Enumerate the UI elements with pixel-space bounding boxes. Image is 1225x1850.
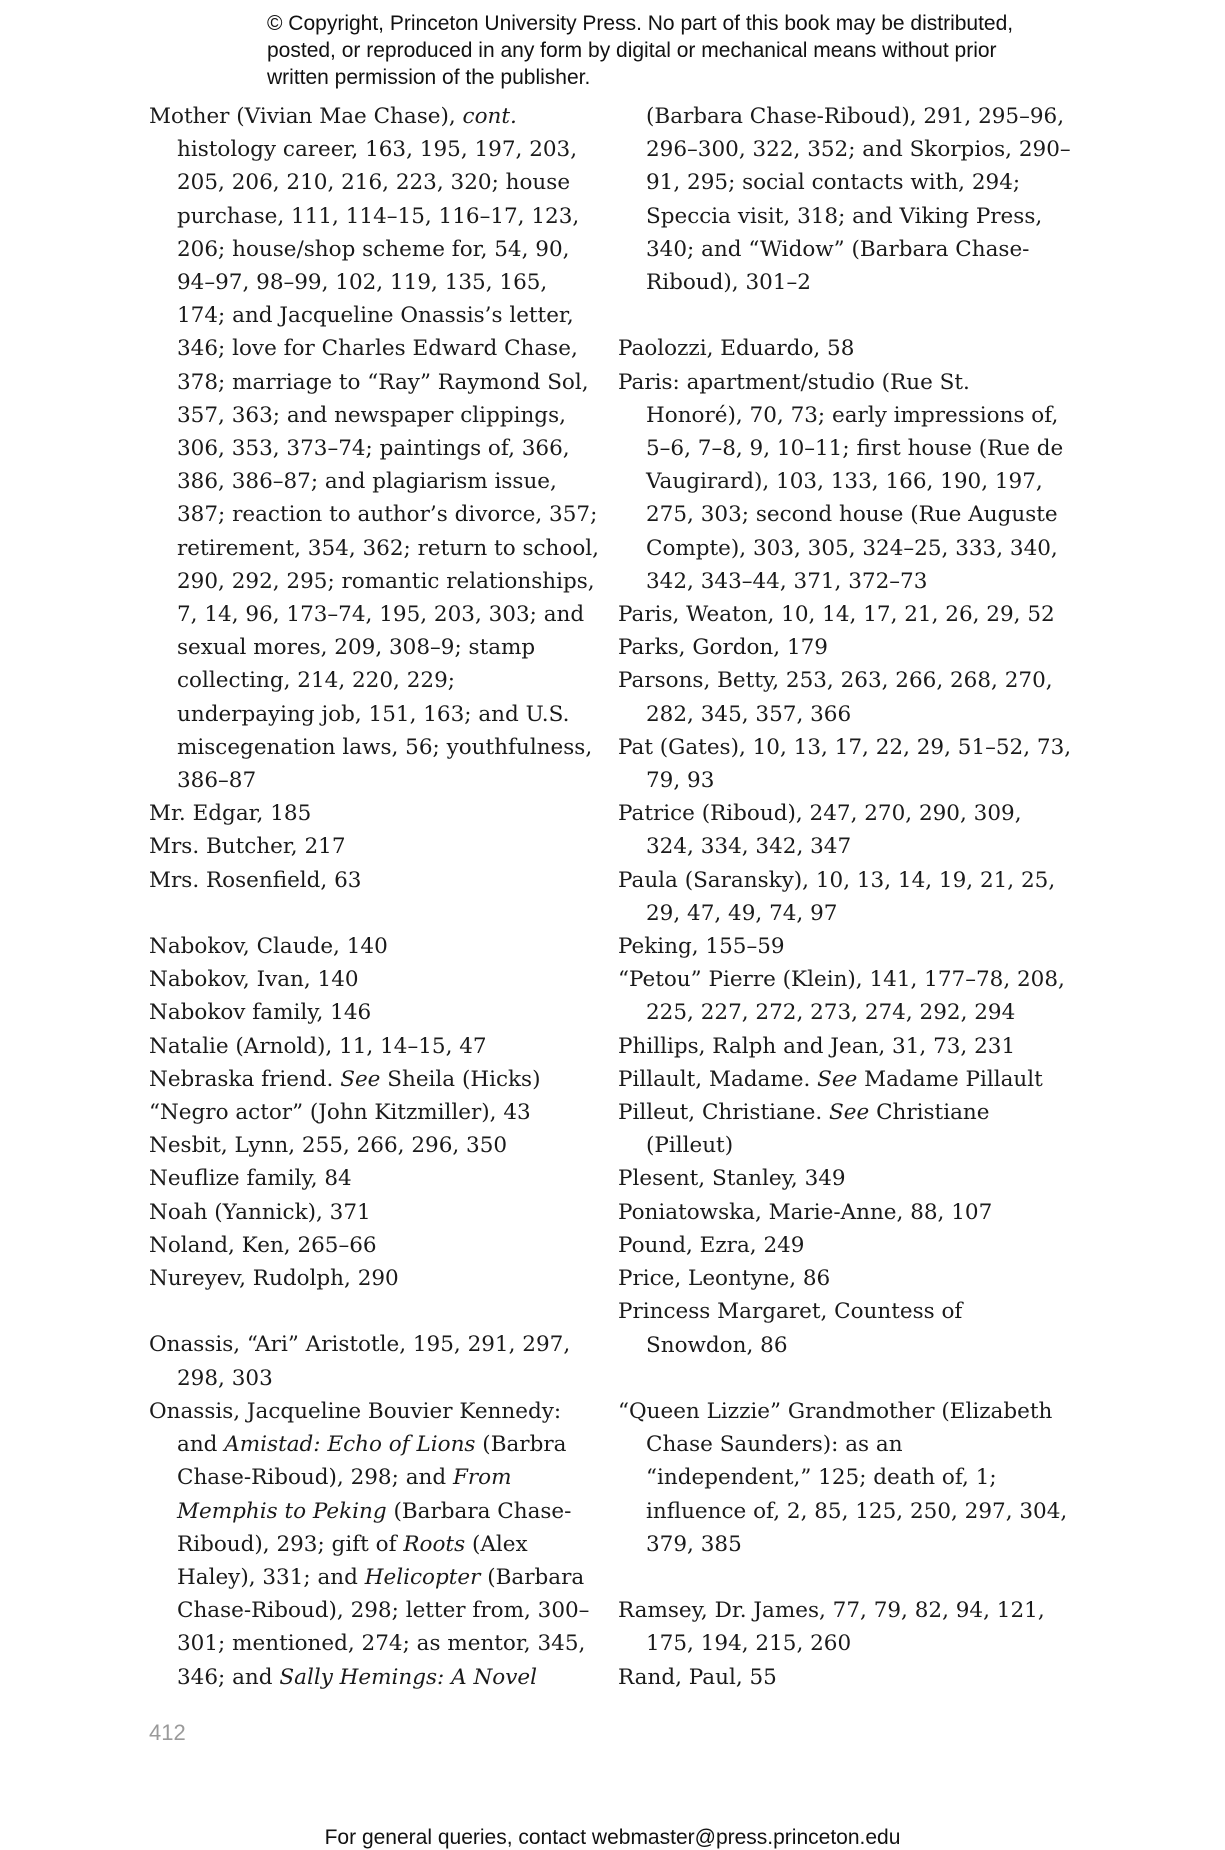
index-entry <box>149 1096 599 1129</box>
footer-contact: For general queries, contact webmaster@press.princeton.edu <box>324 1826 901 1849</box>
index-entry-italic-text: Sally Hemings: A Novel <box>279 1664 537 1690</box>
index-entry <box>149 1262 599 1295</box>
index-entry <box>618 930 1073 963</box>
index-entry-text: Pound, Ezra, 249 <box>618 1232 805 1258</box>
index-entry <box>149 797 599 830</box>
index-entry <box>618 1096 1073 1162</box>
page-number: 412 <box>149 1720 186 1745</box>
index-column-left <box>149 100 599 1694</box>
index-entry-text: Phillips, Ralph and Jean, 31, 73, 231 <box>618 1033 1016 1059</box>
index-entry <box>149 1328 599 1394</box>
index-entry <box>618 797 1073 863</box>
index-entry <box>149 963 599 996</box>
index-entry <box>618 1295 1073 1361</box>
index-entry <box>618 963 1073 1029</box>
index-entry <box>618 1162 1073 1195</box>
index-entry-text: histology career, 163, 195, 197, 203, 205, 206, 210, 216, 223, 320; house purchase, 111, 114–15, 116–17, 123, 206; house/shop scheme for, 54, 90, 94–97, 98–99, 102, 119, 135, 165, 174; and Jacqueline Onassis’s letter, 346; love for Charles Edward Chase, 378; marriage to “Ray” Raymond Sol, 357, 363; and newspaper clippings, 306, 353, 373–74; paintings of, 366, 386, 386–87; and plagiarism issue, 387; reaction to author’s divorce, 357; retirement, 354, 362; return to school, 290, 292, 295; romantic relationships, 7, 14, 96, 173–74, 195, 203, 303; and sexual mores, 209, 308–9; stamp collecting, 214, 220, 229; underpaying job, 151, 163; and U.S. miscegenation laws, 56; youthfulness, 386–87 <box>177 137 599 794</box>
index-entry <box>149 930 599 963</box>
index-entry-text: Parks, Gordon, 179 <box>618 635 828 661</box>
index-entry-text: Mrs. Rosenfield, 63 <box>149 867 362 893</box>
index-entry-text: Mother (Vivian Mae Chase), <box>149 104 463 129</box>
index-entry-text: Pilleut, Christiane. <box>618 1100 830 1126</box>
index-entry-text: Poniatowska, Marie-Anne, 88, 107 <box>618 1199 993 1225</box>
index-entry-text: Nabokov, Ivan, 140 <box>149 967 359 993</box>
index-entry-text: Pillault, Madame. <box>618 1066 818 1092</box>
index-entry-text: Noah (Yannick), 371 <box>149 1199 371 1225</box>
index-entry <box>618 332 1073 365</box>
index-entry <box>149 133 599 797</box>
letter-group-gap <box>618 299 1073 332</box>
letter-group-gap <box>149 1295 599 1328</box>
index-entry <box>149 1395 599 1694</box>
index-entry-text: Price, Leontyne, 86 <box>618 1266 831 1292</box>
index-entry-text: Paris, Weaton, 10, 14, 17, 21, 26, 29, 52 <box>618 602 1055 628</box>
index-entry <box>149 864 599 897</box>
index-entry <box>618 864 1073 930</box>
index-entry-text: Nebraska friend. <box>149 1066 341 1092</box>
index-entry-text: (Barbara Chase-Riboud), 298; letter from, 300–301; mentioned, 274; as mentor, 345, 346; and <box>177 1564 590 1690</box>
index-entry-text: Nesbit, Lynn, 255, 266, 296, 350 <box>149 1133 508 1159</box>
index-entry-italic-text: Amistad: Echo of Lions <box>224 1432 476 1458</box>
index-entry <box>618 100 1073 299</box>
index-entry-text: Pat (Gates), 10, 13, 17, 22, 29, 51–52, 73, 79, 93 <box>618 734 1072 794</box>
index-entry-text: Plesent, Stanley, 349 <box>618 1166 846 1192</box>
index-entry <box>618 1262 1073 1295</box>
index-entry-text: (Barbra Chase-Riboud), 298; and <box>177 1432 567 1491</box>
index-entry <box>149 1162 599 1195</box>
index-entry-text: “Negro actor” (John Kitzmiller), 43 <box>149 1100 531 1126</box>
index-entry-text: Ramsey, Dr. James, 77, 79, 82, 94, 121, 175, 194, 215, 260 <box>618 1598 1045 1657</box>
index-entry <box>149 1196 599 1229</box>
index-entry-text: Onassis, Jacqueline Bouvier Kennedy: and <box>149 1398 562 1458</box>
index-entry-text: (Barbara Chase-Riboud), 293; gift of <box>177 1498 572 1557</box>
index-entry-text: Paolozzi, Eduardo, 58 <box>618 336 855 362</box>
index-entry-text: Parsons, Betty, 253, 263, 266, 268, 270, 282, 345, 357, 366 <box>618 668 1053 727</box>
index-entry-text: Madame Pillault <box>857 1066 1043 1092</box>
index-entry-text: Paris: apartment/studio (Rue St. Honoré), 70, 73; early impressions of, 5–6, 7–8, 9, 10–11; first house (Rue de Vaugirard), 103, 133, 166, 190, 197, 275, 303; second house (Rue Auguste Compte), 303, 305, 324–25, 333, 340, 342, 343–44, 371, 372–73 <box>618 369 1064 594</box>
index-entry <box>618 1661 1073 1694</box>
index-entry <box>149 1030 599 1063</box>
index-entry-italic-text: Roots <box>403 1531 466 1557</box>
index-entry <box>149 996 599 1029</box>
index-entry <box>618 1594 1073 1660</box>
index-entry-italic-text: Helicopter <box>364 1564 481 1590</box>
index-entry-text: Princess Margaret, Countess of Snowdon, 86 <box>618 1299 963 1358</box>
index-entry <box>618 366 1073 598</box>
copyright-notice: © Copyright, Princeton University Press. No part of this book may be distributed, posted, or reproduced in any form by digital or mechanical means without prior written permission of the publisher. <box>267 12 1014 89</box>
index-entry-italic-text: cont. <box>462 104 517 129</box>
index-entry <box>618 1229 1073 1262</box>
index-entry-text: Rand, Paul, 55 <box>618 1664 777 1690</box>
index-entry-text: Paula (Saransky), 10, 13, 14, 19, 21, 25, 29, 47, 49, 74, 97 <box>618 867 1056 926</box>
index-entry-text: Noland, Ken, 265–66 <box>149 1232 377 1258</box>
index-entry <box>618 598 1073 631</box>
index-entry-text: “Petou” Pierre (Klein), 141, 177–78, 208, 225, 227, 272, 273, 274, 292, 294 <box>618 967 1065 1026</box>
index-entry <box>618 1030 1073 1063</box>
letter-group-gap <box>149 897 599 930</box>
index-entry <box>618 731 1073 797</box>
index-entry <box>618 1196 1073 1229</box>
index-entry-text: (Alex Haley), 331; and <box>177 1531 528 1590</box>
index-entry <box>149 100 599 133</box>
index-entry-text: Mr. Edgar, 185 <box>149 801 312 827</box>
letter-group-gap <box>618 1362 1073 1395</box>
index-entry-text: (Barbara Chase-Riboud), 291, 295–96, 296–300, 322, 352; and Skorpios, 290–91, 295; social contacts with, 294; Speccia visit, 318; and Viking Press, 340; and “Widow” (Barbara Chase-Riboud), 301–2 <box>646 104 1071 296</box>
index-entry <box>149 1063 599 1096</box>
index-entry-italic-text: See <box>340 1066 381 1092</box>
index-entry-text: Sheila (Hicks) <box>380 1066 541 1092</box>
index-entry <box>149 830 599 863</box>
letter-group-gap <box>618 1561 1073 1594</box>
index-entry <box>149 1229 599 1262</box>
index-entry <box>618 1395 1073 1561</box>
index-entry-text: Peking, 155–59 <box>618 934 785 960</box>
index-entry-text: Patrice (Riboud), 247, 270, 290, 309, 324, 334, 342, 347 <box>618 801 1022 860</box>
index-entry-italic-text: See <box>829 1100 870 1126</box>
index-entry-text: Nabokov family, 146 <box>149 1000 372 1026</box>
index-entry <box>618 664 1073 730</box>
index-entry-italic-text: From Memphis to Peking <box>177 1465 512 1524</box>
index-column-right <box>618 100 1073 1694</box>
index-entry-text: “Queen Lizzie” Grandmother (Elizabeth Chase Saunders): as an “independent,” 125; death of, 1; influence of, 2, 85, 125, 250, 297, 304, 379, 385 <box>618 1398 1068 1557</box>
index-entry-text: Natalie (Arnold), 11, 14–15, 47 <box>149 1033 487 1059</box>
index-entry-text: Onassis, “Ari” Aristotle, 195, 291, 297, 298, 303 <box>149 1332 571 1391</box>
index-entry <box>618 631 1073 664</box>
index-entry-text: Neuflize family, 84 <box>149 1166 352 1192</box>
index-entry-text: Mrs. Butcher, 217 <box>149 834 346 860</box>
index-entry-text: Nureyev, Rudolph, 290 <box>149 1266 399 1292</box>
index-entry <box>149 1129 599 1162</box>
index-entry-italic-text: See <box>817 1066 858 1092</box>
index-entry <box>618 1063 1073 1096</box>
index-entry-text: Christiane (Pilleut) <box>646 1100 990 1159</box>
index-entry-text: Nabokov, Claude, 140 <box>149 934 388 960</box>
